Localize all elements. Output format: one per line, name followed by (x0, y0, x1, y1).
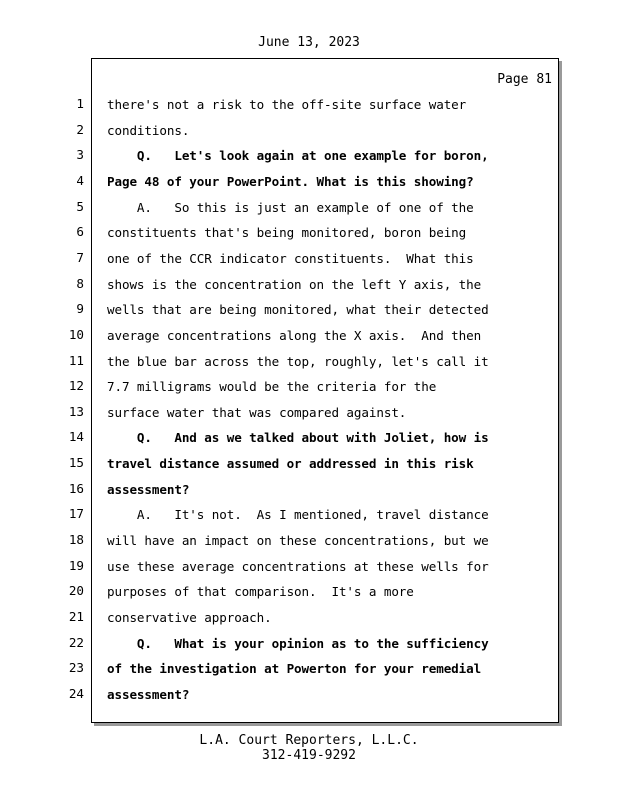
line-number: 11 (68, 352, 84, 368)
transcript-line: of the investigation at Powerton for your remedial (107, 661, 482, 677)
transcript-line: surface water that was compared against. (107, 404, 407, 420)
transcript-line: Q. And as we talked about with Joliet, how is (107, 430, 489, 446)
transcript-line: purposes of that comparison. It's a more (107, 584, 414, 600)
transcript-line: average concentrations along the X axis. And then (107, 327, 482, 343)
line-number: 18 (68, 532, 84, 548)
line-number: 8 (76, 275, 84, 291)
line-number: 21 (68, 609, 84, 624)
transcript-line: A. So this is just an example of one of the (107, 199, 474, 215)
line-number: 23 (68, 660, 84, 676)
line-number: 7 (76, 249, 84, 265)
line-number: 16 (68, 480, 84, 496)
transcript-line: there's not a risk to the off-site surface water (107, 97, 467, 112)
transcript-page (91, 58, 559, 723)
line-number: 14 (68, 429, 84, 445)
transcript-line: travel distance assumed or addressed in this risk (107, 456, 474, 472)
transcript-line: use these average concentrations at these wells for (107, 558, 489, 574)
transcript-line: 7.7 milligrams would be the criteria for the (107, 379, 437, 395)
transcript-line: the blue bar across the top, roughly, let's call it (107, 353, 489, 369)
line-number: 10 (68, 326, 84, 342)
line-number: 6 (76, 224, 84, 240)
line-number: 1 (76, 96, 84, 111)
line-number: 15 (68, 455, 84, 471)
line-number: 17 (68, 506, 84, 522)
transcript-line: conditions. (107, 122, 190, 138)
page-number: Page 81 (497, 72, 552, 87)
transcript-line: wells that are being monitored, what their detected (107, 302, 489, 318)
transcript-line: one of the CCR indicator constituents. What this (107, 250, 474, 266)
transcript-line: A. It's not. As I mentioned, travel distance (107, 507, 489, 523)
line-number: 19 (68, 557, 84, 573)
transcript-line: Q. What is your opinion as to the sufficiency (107, 635, 489, 651)
transcript-line: Q. Let's look again at one example for boron, (107, 148, 489, 164)
transcript-line: assessment? (107, 481, 190, 497)
transcript-date: June 13, 2023 (258, 35, 360, 50)
transcript-line: assessment? (107, 686, 190, 702)
line-number: 4 (76, 172, 84, 188)
line-number: 24 (68, 685, 84, 701)
transcript-line: shows is the concentration on the left Y axis, the (107, 276, 482, 292)
transcript-line: Page 48 of your PowerPoint. What is this showing? (107, 173, 474, 189)
line-number: 22 (68, 634, 84, 650)
line-number: 9 (76, 301, 84, 317)
transcript-line: constituents that's being monitored, boron being (107, 225, 467, 241)
line-number: 2 (76, 121, 84, 137)
line-number: 12 (68, 378, 84, 394)
reporter-phone: 312-419-9292 (262, 748, 356, 763)
transcript-line: conservative approach. (107, 610, 272, 625)
line-number: 13 (68, 403, 84, 419)
line-number: 3 (76, 147, 84, 163)
line-number: 20 (68, 583, 84, 599)
line-number: 5 (76, 198, 84, 214)
reporter-company: L.A. Court Reporters, L.L.C. (199, 733, 419, 748)
transcript-line: will have an impact on these concentrations, but we (107, 533, 489, 549)
